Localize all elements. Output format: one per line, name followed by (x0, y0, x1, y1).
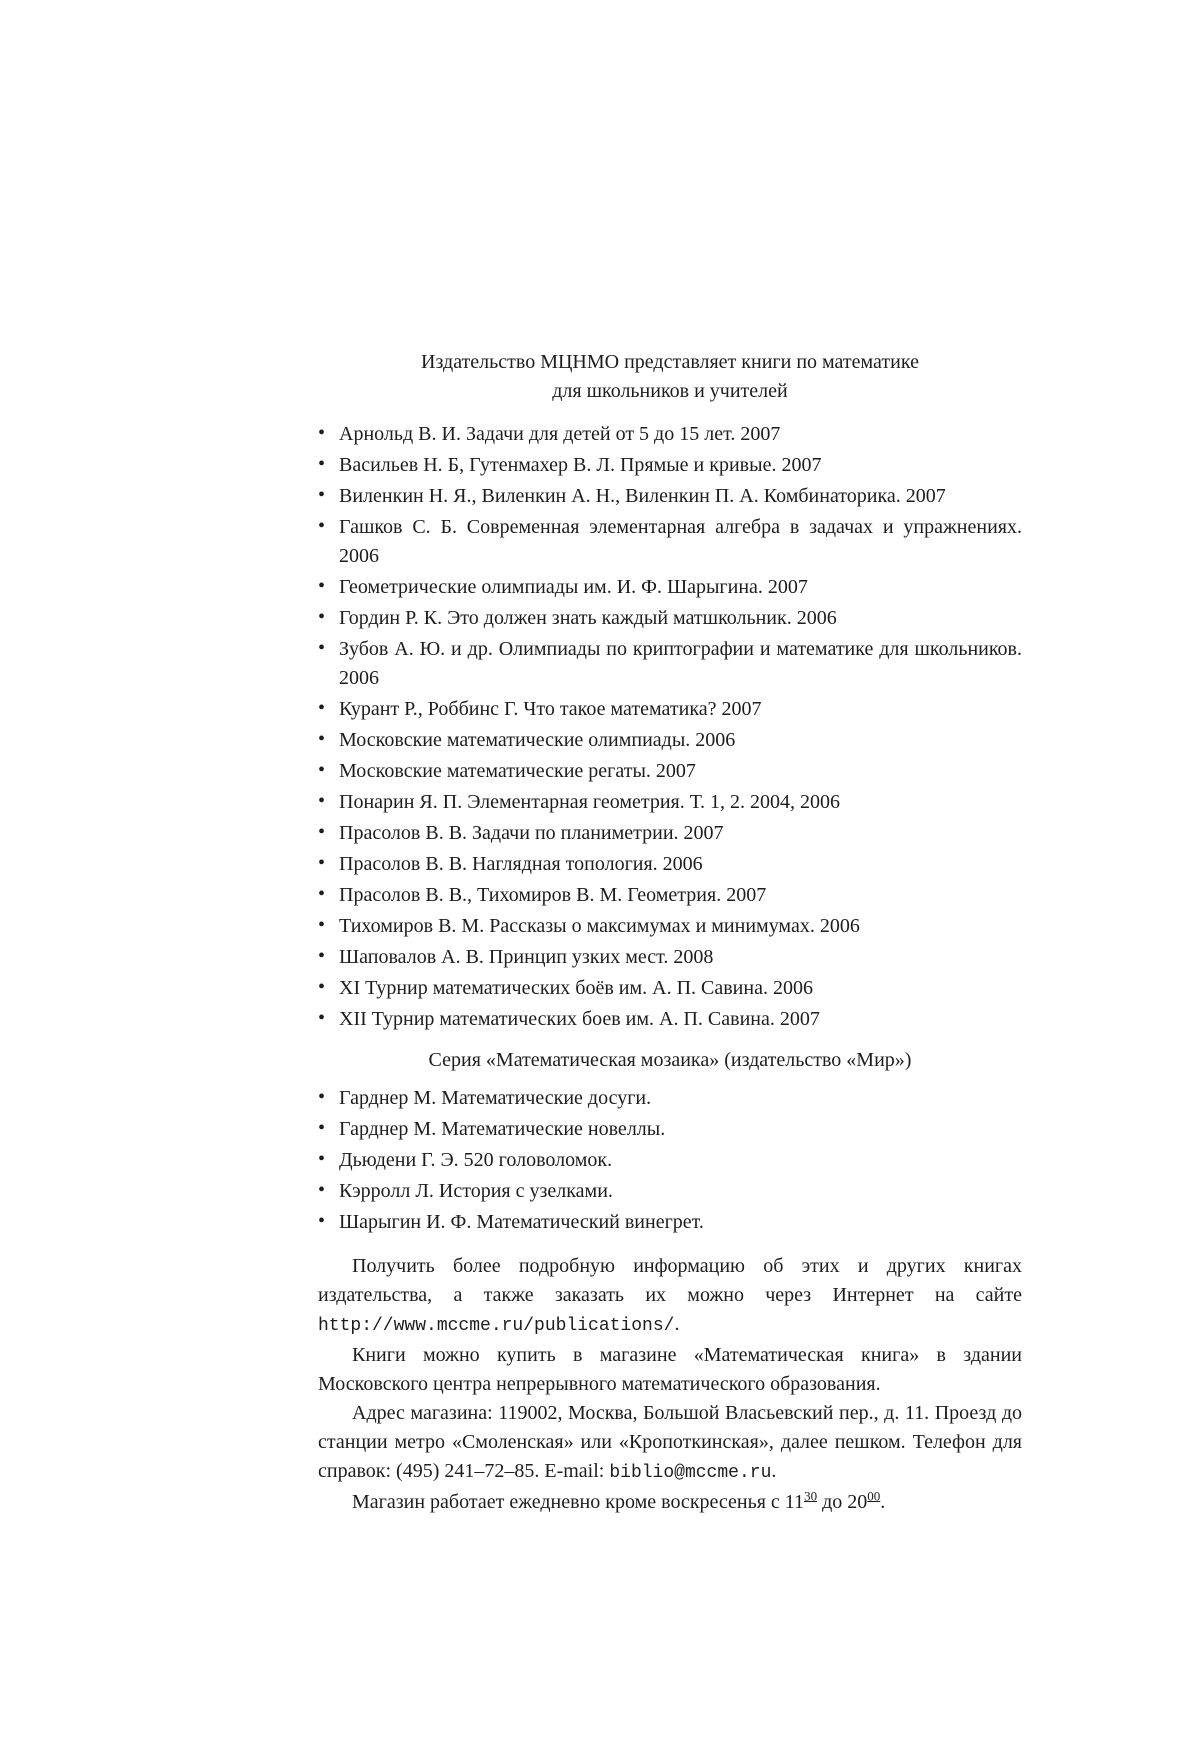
book-entry: Арнольд В. И. Задачи для детей от 5 до 15 лет. 2007 (339, 423, 781, 445)
book-list-item (318, 912, 1022, 941)
book-entry: Курант Р., Роббинс Г. Что такое математика? 2007 (339, 698, 762, 720)
book-list-item (318, 788, 1022, 817)
bullet-icon: • (318, 1117, 326, 1139)
bullet-icon: • (318, 1007, 326, 1029)
bullet-icon: • (318, 1179, 326, 1201)
book-list-item (318, 604, 1022, 633)
book-list-item (318, 850, 1022, 879)
series-heading: Серия «Математическая мозаика» (издательство «Мир») (428, 1049, 912, 1071)
book-list-item (318, 513, 1022, 571)
book-list-item (318, 1115, 1022, 1144)
bullet-icon: • (318, 1086, 326, 1108)
book-entry: Геометрические олимпиады им. И. Ф. Шарыгина. 2007 (339, 576, 808, 598)
book-list-item (318, 1005, 1022, 1034)
bullet-icon: • (318, 575, 326, 597)
page-title-line2: для школьников и учителей (552, 380, 788, 402)
book-entry: Гашков С. Б. Современная элементарная алгебра в задачах и упражнениях. 2006 (339, 516, 1022, 567)
bullet-icon: • (318, 821, 326, 843)
closing-minutes-superscript: 00 (867, 1488, 881, 1504)
paragraph-buy: Книги можно купить в магазине «Математическая книга» в здании Московского центра непрерывного математического образования. (318, 1344, 1022, 1395)
book-entry: Васильев Н. Б, Гутенмахер В. Л. Прямые и кривые. 2007 (339, 454, 822, 476)
bullet-icon: • (318, 945, 326, 967)
bullet-icon: • (318, 790, 326, 812)
info-paragraphs (318, 1252, 1022, 1517)
paragraph-info (318, 1252, 1022, 1341)
book-entry: Кэрролл Л. История с узелками. (339, 1180, 613, 1202)
book-entry: Московские математические регаты. 2007 (339, 760, 696, 782)
book-entry: Дьюдени Г. Э. 520 головоломок. (339, 1149, 613, 1171)
book-list-item (318, 1208, 1022, 1237)
book-entry: Прасолов В. В., Тихомиров В. М. Геометрия. 2007 (339, 884, 767, 906)
publications-url: http://www.mccme.ru/publications/ (318, 1316, 675, 1336)
book-entry: Виленкин Н. Я., Виленкин А. Н., Виленкин П. А. Комбинаторика. 2007 (339, 485, 946, 507)
bullet-icon: • (318, 453, 326, 475)
opening-minutes-superscript: 30 (804, 1488, 818, 1504)
address-text-end: . (771, 1460, 777, 1482)
mccme-books-list (318, 420, 1022, 1034)
book-list-item (318, 451, 1022, 480)
bullet-icon: • (318, 515, 326, 537)
bullet-icon: • (318, 422, 326, 444)
book-entry: Московские математические олимпиады. 2006 (339, 729, 736, 751)
book-list-item (318, 881, 1022, 910)
book-entry: Шаповалов А. В. Принцип узких мест. 2008 (339, 946, 714, 968)
bullet-icon: • (318, 976, 326, 998)
page-title-line1: Издательство МЦНМО представляет книги по математике (421, 351, 919, 373)
paragraph-hours (318, 1488, 1022, 1517)
bullet-icon: • (318, 484, 326, 506)
book-list-item (318, 757, 1022, 786)
book-list-item (318, 1146, 1022, 1175)
paragraph-address (318, 1399, 1022, 1488)
address-text: Адрес магазина: 119002, Москва, Большой Власьевский пер., д. 11. Проезд до станции метро «Смоленская» или «Кропоткинская», далее пешком. Телефон для справок: (495) 241–72–85. E-mail: (318, 1402, 1022, 1482)
book-entry: Зубов А. Ю. и др. Олимпиады по криптографии и математике для школьников. 2006 (339, 638, 1022, 689)
info-text-end: . (674, 1313, 680, 1335)
book-entry: Гарднер М. Математические новеллы. (339, 1118, 666, 1140)
page-title (318, 348, 1022, 406)
bullet-icon: • (318, 883, 326, 905)
bullet-icon: • (318, 697, 326, 719)
book-list-item (318, 726, 1022, 755)
email-address: biblio@mccme.ru (609, 1463, 772, 1483)
bullet-icon: • (318, 606, 326, 628)
book-entry: Тихомиров В. М. Рассказы о максимумах и минимумах. 2006 (339, 915, 860, 937)
book-list-item (318, 974, 1022, 1003)
book-list-item (318, 695, 1022, 724)
hours-text: Магазин работает ежедневно кроме воскресенья с 11 (352, 1491, 805, 1513)
book-entry: XII Турнир математических боев им. А. П. Савина. 2007 (339, 1008, 820, 1030)
book-entry: Гордин Р. К. Это должен знать каждый матшкольник. 2006 (339, 607, 837, 629)
book-entry: Гарднер М. Математические досуги. (339, 1087, 652, 1109)
book-list-item (318, 635, 1022, 693)
mir-series-list (318, 1084, 1022, 1237)
bullet-icon: • (318, 637, 326, 659)
book-entry: Шарыгин И. Ф. Математический винегрет. (339, 1211, 704, 1233)
book-list-item (318, 1084, 1022, 1113)
hours-text-end: . (880, 1491, 886, 1513)
book-list-item (318, 819, 1022, 848)
book-list-item (318, 482, 1022, 511)
book-entry: Прасолов В. В. Задачи по планиметрии. 2007 (339, 822, 724, 844)
bullet-icon: • (318, 914, 326, 936)
bullet-icon: • (318, 1210, 326, 1232)
book-list-item (318, 573, 1022, 602)
hours-text-between: до 20 (817, 1491, 868, 1513)
bullet-icon: • (318, 728, 326, 750)
book-entry: Прасолов В. В. Наглядная топология. 2006 (339, 853, 703, 875)
info-text: Получить более подробную информацию об этих и других книгах издательства, а также заказать их можно через Интернет на сайте (318, 1255, 1022, 1306)
book-entry: XI Турнир математических боёв им. А. П. Савина. 2006 (339, 977, 813, 999)
bullet-icon: • (318, 759, 326, 781)
book-ad-page (318, 348, 1022, 1517)
book-list-item (318, 420, 1022, 449)
book-list-item (318, 1177, 1022, 1206)
book-entry: Понарин Я. П. Элементарная геометрия. Т. 1, 2. 2004, 2006 (339, 791, 840, 813)
book-list-item (318, 943, 1022, 972)
bullet-icon: • (318, 852, 326, 874)
bullet-icon: • (318, 1148, 326, 1170)
